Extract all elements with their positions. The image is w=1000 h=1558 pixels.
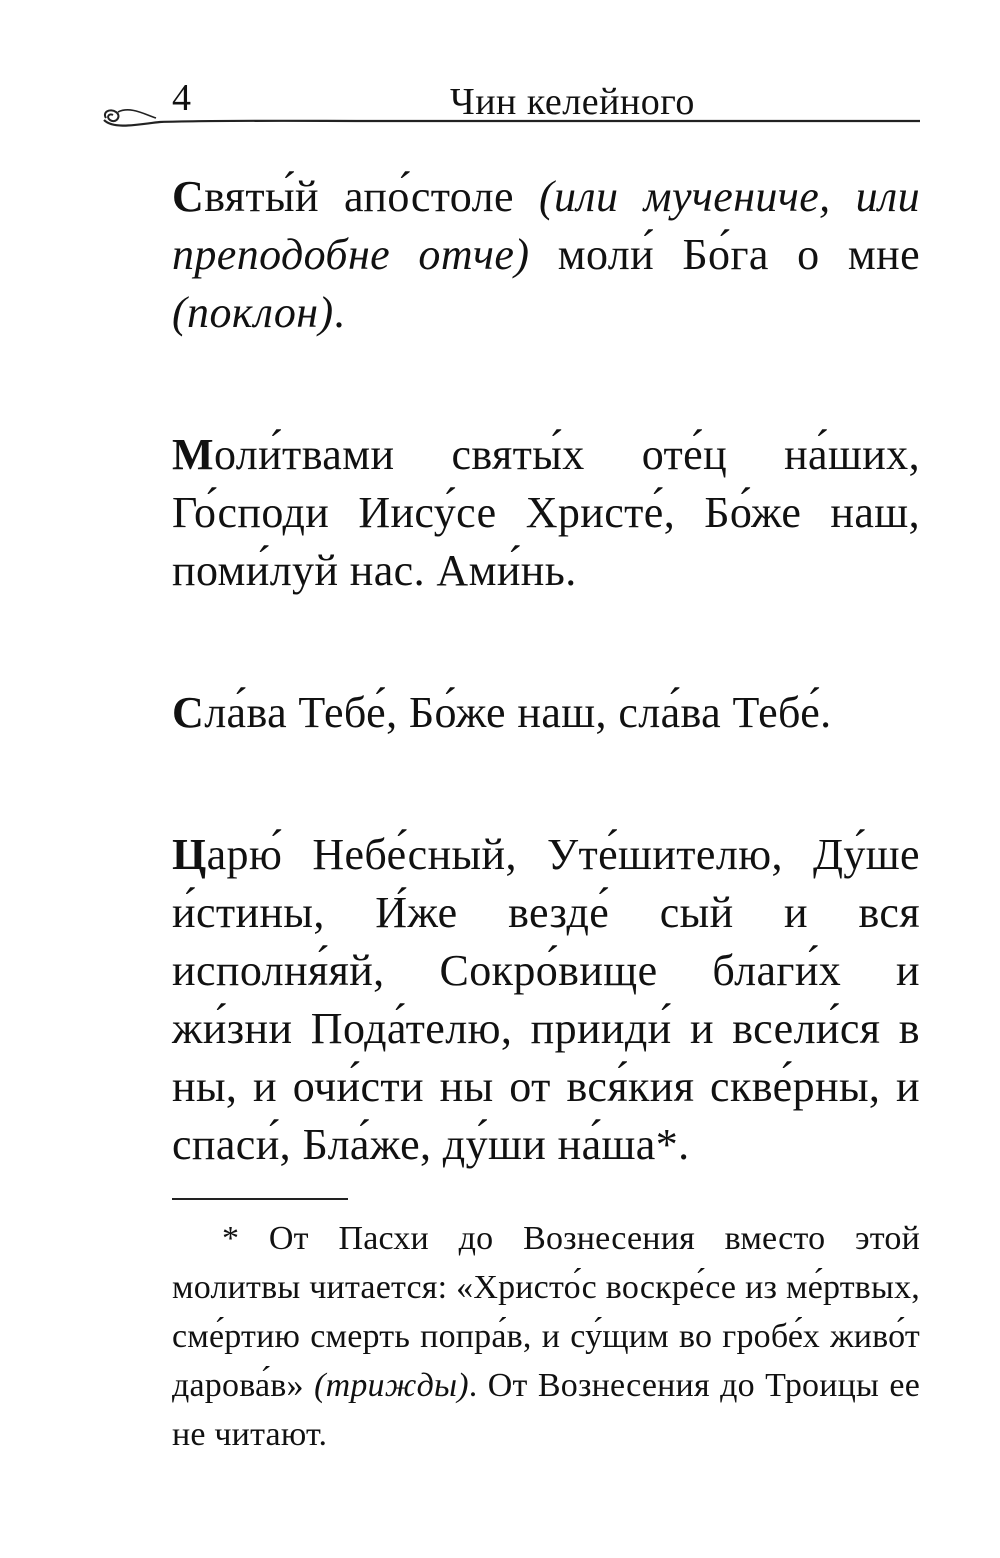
- paragraph: [172, 168, 920, 342]
- text-segment: оли́твами святы́х оте́ц на́ших, Го́споди Иису́се Христе́, Бо́же наш, поми́луй нас. Ами́нь.: [172, 430, 920, 595]
- lead-letter: М: [172, 430, 214, 479]
- text-segment: .: [333, 288, 345, 337]
- footnote-divider: [172, 1198, 348, 1200]
- footnote-italic: (трижды): [314, 1367, 469, 1404]
- paragraph: [172, 684, 920, 742]
- lead-letter: Ц: [172, 830, 207, 879]
- text-segment: вяты́й апо́столе: [204, 172, 539, 221]
- rubric-italic: (или мучениче, или преподобне отче): [172, 172, 920, 279]
- paragraph: [172, 826, 920, 1174]
- text-segment: моли́ Бо́га о мне: [529, 230, 920, 279]
- lead-letter: С: [172, 688, 205, 737]
- text-segment: арю́ Небе́сный, Уте́шителю, Ду́ше и́стины, И́же везде́ сый и вся исполня́яй, Сокро́вище благи́х и жи́зни Пода́телю, прииди́ и всели́ся в ны, и очи́сти ны от вся́кия скве́рны, и спаси́, Бла́же, ду́ши на́ша*.: [172, 830, 920, 1169]
- footnote-text: * От Пасхи до Вознесения вместо этой молитвы читается: «Христо́с воскре́се из ме́ртвых, сме́ртию смерть попра́в, и су́щим во гробе́х живо́т дарова́в»: [172, 1220, 920, 1404]
- prayer-text: [172, 168, 920, 1258]
- lead-letter: С: [172, 172, 205, 221]
- rubric-italic: (поклон): [172, 288, 334, 337]
- page-number: 4: [172, 77, 191, 119]
- footnote-text: . От Вознесения до Троицы ее не читают.: [172, 1367, 920, 1453]
- running-title: Чин келейного: [450, 81, 695, 123]
- paragraph: [172, 426, 920, 600]
- running-head: [100, 70, 920, 140]
- text-segment: ла́ва Тебе́, Бо́же наш, сла́ва Тебе́.: [204, 688, 832, 737]
- footnote: [172, 1214, 920, 1459]
